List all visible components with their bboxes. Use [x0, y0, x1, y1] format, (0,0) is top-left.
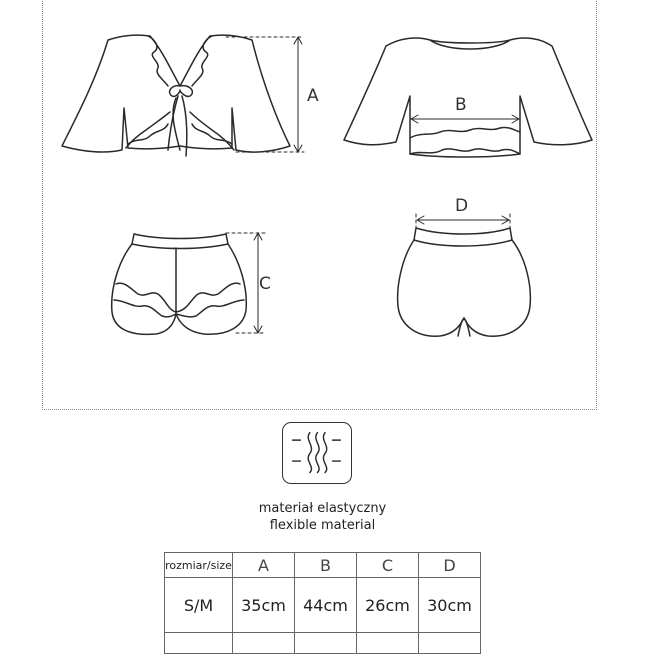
- dimension-b-label: B: [455, 95, 467, 115]
- elastic-material-glyph: [283, 423, 350, 482]
- size-table-header-row: [165, 553, 481, 578]
- size-table-header-b: B: [295, 553, 357, 578]
- dimension-d-arrow: [416, 214, 510, 232]
- size-table-header-d: D: [419, 553, 481, 578]
- size-table-header-a: A: [233, 553, 295, 578]
- dimension-a-label: A: [307, 86, 319, 106]
- top-back-drawing: [344, 38, 592, 157]
- size-table: [164, 552, 481, 654]
- dimension-d-label: D: [455, 196, 469, 216]
- measurement-cell-d: 30cm: [419, 578, 481, 633]
- size-table-header-size: rozmiar/size: [165, 553, 233, 578]
- dimension-c-label: C: [259, 274, 271, 294]
- measurement-cell-b: 44cm: [295, 578, 357, 633]
- shorts-back-drawing: [398, 228, 531, 336]
- material-label-english: flexible material: [269, 518, 376, 533]
- table-row: [165, 578, 481, 633]
- material-label-polish: materiał elastyczny: [258, 501, 387, 516]
- material-description: [0, 500, 645, 534]
- top-front-drawing: [62, 35, 290, 156]
- elastic-material-icon: [282, 422, 352, 484]
- size-cell: S/M: [165, 578, 233, 633]
- size-table-header-c: C: [357, 553, 419, 578]
- measurement-cell-c: 26cm: [357, 578, 419, 633]
- table-row-empty: [165, 633, 481, 654]
- shorts-front-drawing: [112, 234, 247, 334]
- dimension-a-arrow: [226, 37, 304, 152]
- measurement-cell-a: 35cm: [233, 578, 295, 633]
